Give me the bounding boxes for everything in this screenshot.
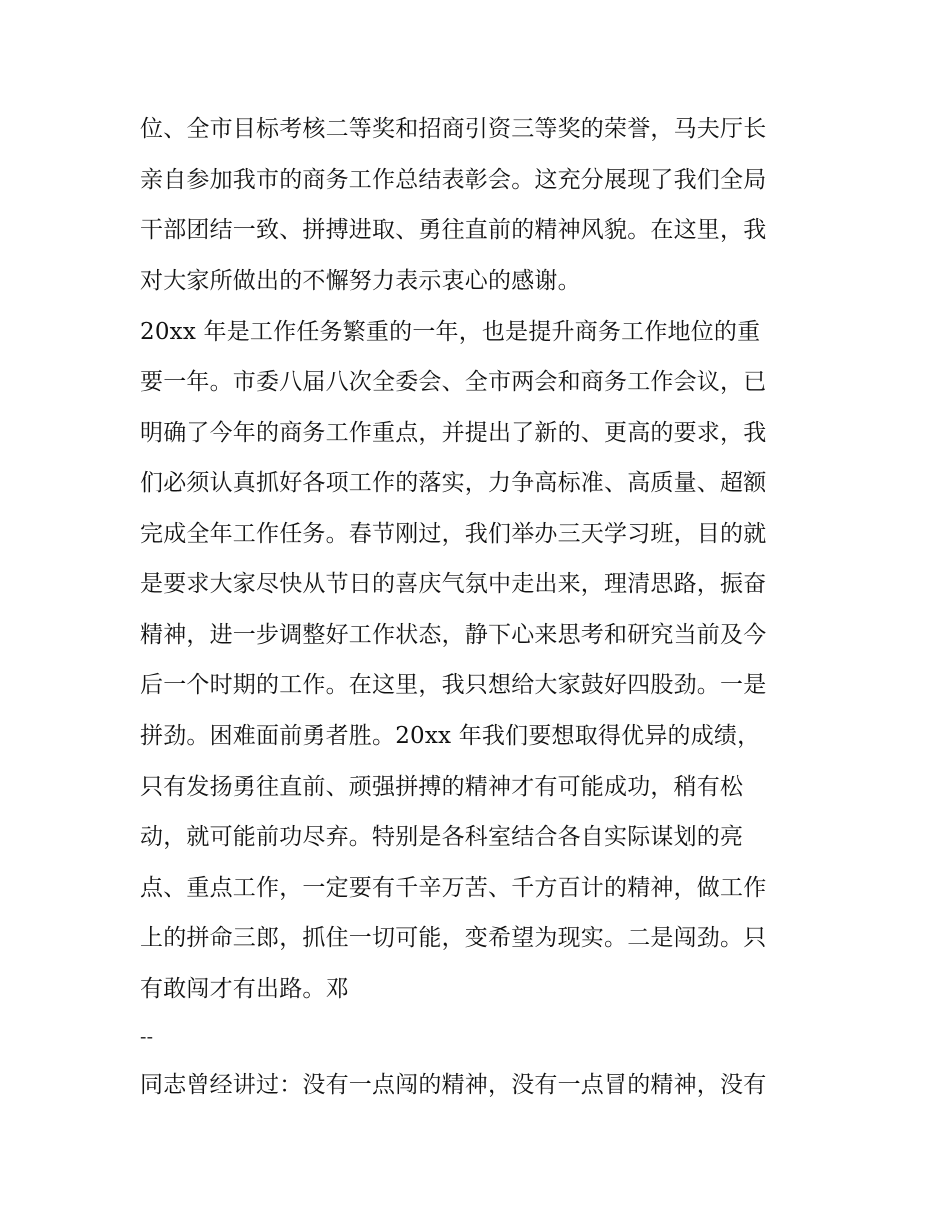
text-line: 上的拼命三郎，抓住一切可能，变希望为现实。二是闯劲。只 [140, 925, 767, 951]
page-separator: -- [140, 1026, 154, 1048]
text-line: 明确了今年的商务工作重点，并提出了新的、更高的要求，我 [140, 420, 767, 446]
text-line: 同志曾经讲过：没有一点闯的精神，没有一点冒的精神，没有 [140, 1072, 767, 1098]
text-line: 精神，进一步调整好工作状态，静下心来思考和研究当前及今 [140, 622, 767, 648]
text-line: 们必须认真抓好各项工作的落实，力争高标准、高质量、超额 [140, 470, 767, 496]
text-line: 有敢闯才有出路。邓 [140, 976, 349, 1002]
text-line: 亲自参加我市的商务工作总结表彰会。这充分展现了我们全局 [140, 167, 767, 193]
text-line: 是要求大家尽快从节日的喜庆气氛中走出来，理清思路，振奋 [140, 571, 767, 597]
text-line: 要一年。市委八届八次全委会、全市两会和商务工作会议，已 [140, 369, 767, 395]
text-line: 20xx 年是工作任务繁重的一年，也是提升商务工作地位的重 [140, 319, 761, 345]
text-line: 动，就可能前功尽弃。特别是各科室结合各自实际谋划的亮 [140, 824, 744, 850]
text-line: 只有发扬勇往直前、顽强拼搏的精神才有可能成功，稍有松 [140, 774, 744, 800]
text-line: 点、重点工作，一定要有千辛万苦、千方百计的精神，做工作 [140, 875, 767, 901]
text-line: 位、全市目标考核二等奖和招商引资三等奖的荣誉，马夫厅长 [140, 116, 767, 142]
text-line: 拼劲。困难面前勇者胜。20xx 年我们要想取得优异的成绩， [140, 723, 761, 749]
text-line: 对大家所做出的不懈努力表示衷心的感谢。 [140, 268, 581, 294]
text-line: 完成全年工作任务。春节刚过，我们举办三天学习班，目的就 [140, 521, 767, 547]
text-line: 后一个时期的工作。在这里，我只想给大家鼓好四股劲。一是 [140, 672, 767, 698]
text-line: 干部团结一致、拼搏进取、勇往直前的精神风貌。在这里，我 [140, 217, 767, 243]
